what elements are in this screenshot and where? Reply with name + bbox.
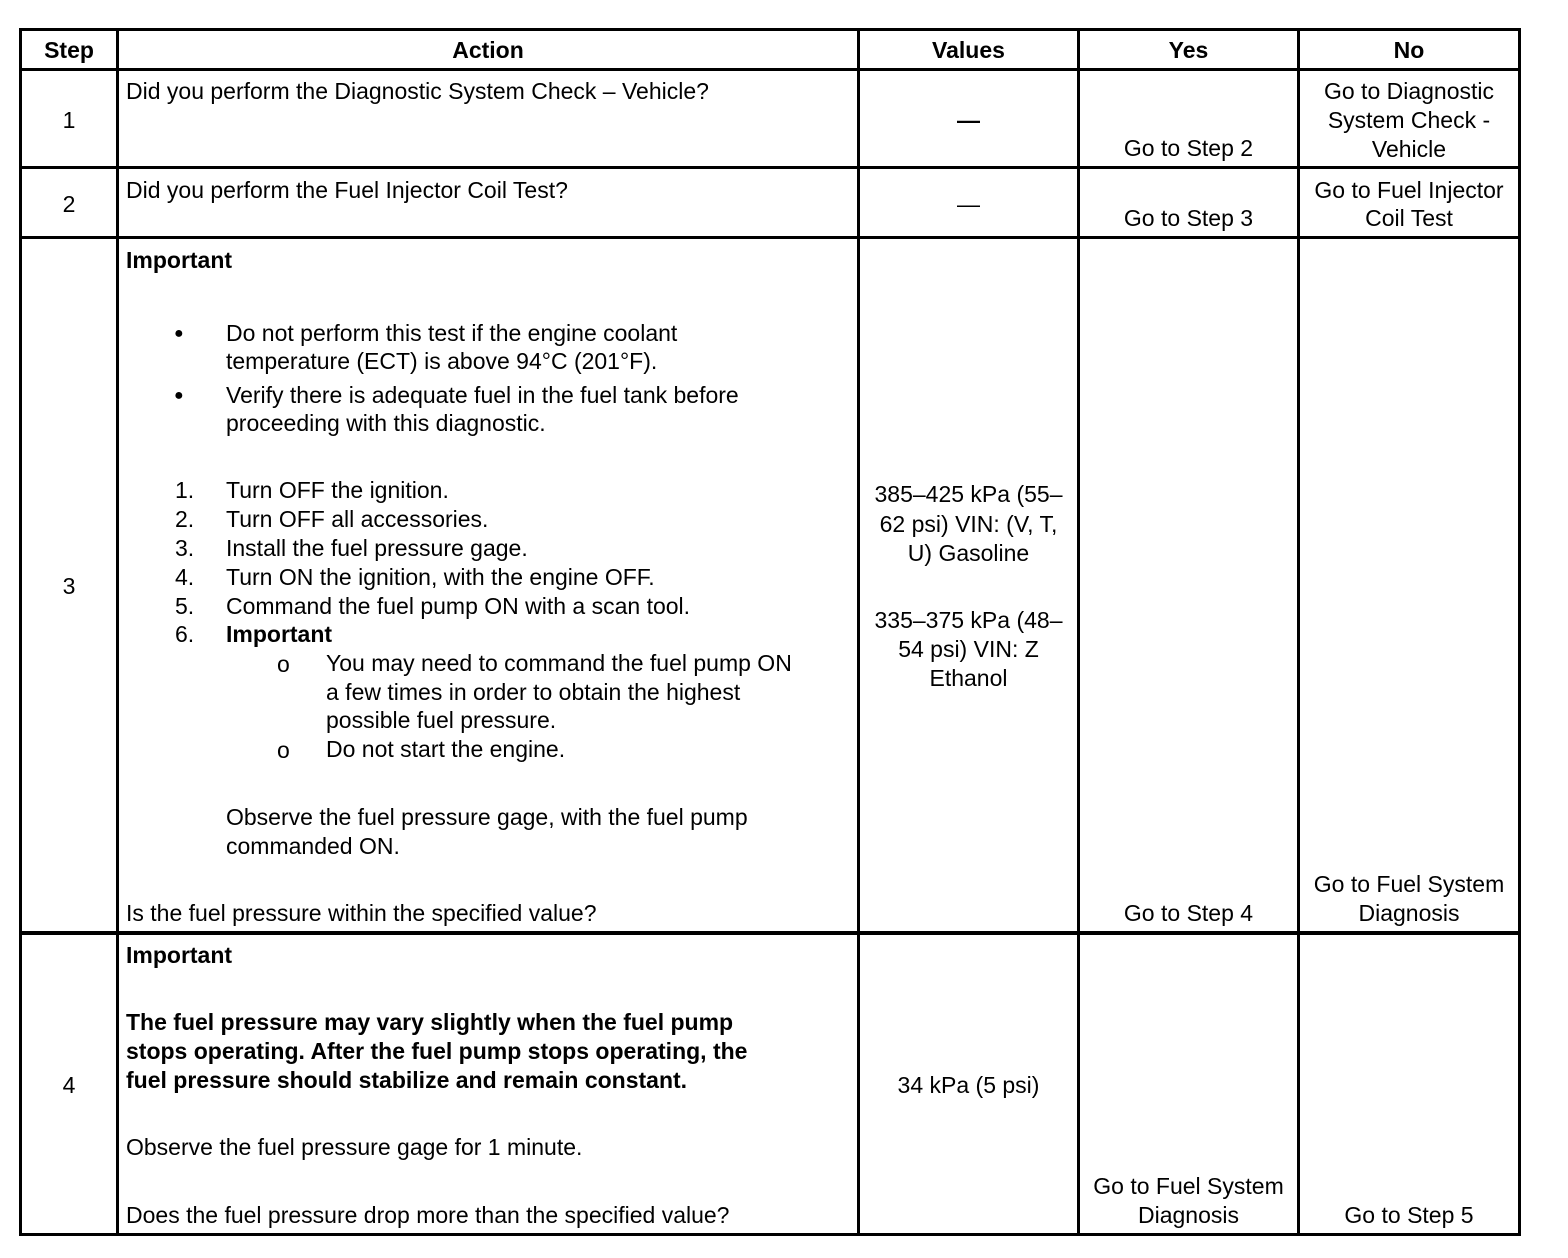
yes-link[interactable]: Go to Step 2 (1123, 135, 1254, 161)
yes-link[interactable]: Go to Step 4 (1123, 900, 1254, 926)
bullet-glyph: ● (174, 387, 184, 404)
list-number: 2. (175, 506, 195, 532)
header-values: Values (932, 37, 1005, 63)
action-question: Is the fuel pressure within the specified value? (126, 900, 597, 926)
value-ethanol-line: 54 psi) VIN: Z (898, 636, 1039, 662)
rule-top (19, 28, 1521, 31)
value-ethanol-line: Ethanol (929, 665, 1008, 691)
rule-row1-bottom (19, 166, 1521, 169)
yes-link[interactable]: Go to Step 3 (1123, 205, 1254, 231)
important-heading: Important (126, 247, 233, 273)
list-item: Turn OFF the ignition. (226, 477, 449, 503)
sub-bullet-text: You may need to command the fuel pump ON (326, 650, 792, 676)
rule-right (1518, 28, 1521, 1236)
bullet-text: proceeding with this diagnostic. (226, 410, 546, 436)
bullet-text: Verify there is adequate fuel in the fuel tank before (226, 382, 739, 408)
header-action: Action (452, 37, 524, 63)
important-body: The fuel pressure may vary slightly when the fuel pump (126, 1009, 734, 1035)
header-yes: Yes (1168, 37, 1209, 63)
no-link-line[interactable]: Vehicle (1371, 136, 1447, 162)
value-gasoline-line: 385–425 kPa (55– (874, 481, 1063, 507)
important-body: stops operating. After the fuel pump stops operating, the (126, 1038, 748, 1064)
no-link-line[interactable]: System Check - (1327, 107, 1491, 133)
list-number: 6. (175, 621, 195, 647)
rule-row2-bottom (19, 236, 1521, 239)
sub-bullet-glyph: o (277, 737, 290, 763)
action-question: Did you perform the Diagnostic System Check – Vehicle? (126, 78, 709, 104)
header-step: Step (44, 37, 94, 63)
value-gasoline-line: 62 psi) VIN: (V, T, (879, 511, 1058, 537)
rule-bottom (19, 1233, 1521, 1236)
sub-bullet-text: possible fuel pressure. (326, 707, 557, 733)
bullet-text: Do not perform this test if the engine coolant (226, 320, 678, 346)
list-number: 3. (175, 535, 195, 561)
step-number: 1 (62, 107, 76, 133)
no-link-line[interactable]: Go to Diagnostic (1323, 78, 1495, 104)
observe-text: commanded ON. (226, 833, 400, 859)
action-question: Did you perform the Fuel Injector Coil Test? (126, 177, 568, 203)
observe-text: Observe the fuel pressure gage, with the fuel pump (226, 804, 748, 830)
value-text: 34 kPa (5 psi) (897, 1072, 1040, 1098)
list-number: 1. (175, 477, 195, 503)
no-link-line[interactable]: Go to Fuel Injector (1314, 177, 1504, 203)
list-number: 4. (175, 564, 195, 590)
step-number: 3 (62, 573, 76, 599)
list-number: 5. (175, 593, 195, 619)
list-item: Turn OFF all accessories. (226, 506, 489, 532)
no-link-line[interactable]: Coil Test (1365, 205, 1453, 231)
bullet-glyph: ● (174, 325, 184, 342)
important-heading: Important (126, 942, 233, 968)
step-number: 2 (62, 191, 76, 217)
list-item: Command the fuel pump ON with a scan tool. (226, 593, 691, 619)
step-number: 4 (62, 1072, 76, 1098)
bullet-text: temperature (ECT) is above 94°C (201°F). (226, 348, 658, 374)
rule-step-action (116, 28, 119, 1236)
no-link[interactable]: Go to Step 5 (1344, 1202, 1474, 1228)
value-gasoline-line: U) Gasoline (907, 540, 1030, 566)
value-text: — (957, 107, 980, 133)
value-ethanol-line: 335–375 kPa (48– (874, 607, 1063, 633)
list-item: Turn ON the ignition, with the engine OFF. (226, 564, 655, 590)
yes-link-line[interactable]: Diagnosis (1138, 1202, 1239, 1228)
sub-bullet-text: a few times in order to obtain the highest (326, 679, 741, 705)
important-body: fuel pressure should stabilize and remain constant. (126, 1067, 688, 1093)
observe-text: Observe the fuel pressure gage for 1 minute. (126, 1134, 583, 1160)
rule-header-bottom (19, 68, 1521, 71)
rule-row3-bottom (19, 931, 1521, 935)
action-question: Does the fuel pressure drop more than the specified value? (126, 1202, 730, 1228)
no-link-line[interactable]: Diagnosis (1358, 900, 1460, 926)
yes-link-line[interactable]: Go to Fuel System (1093, 1173, 1284, 1199)
header-no: No (1393, 37, 1425, 63)
list-item: Install the fuel pressure gage. (226, 535, 528, 561)
no-link-line[interactable]: Go to Fuel System (1313, 871, 1505, 897)
sub-bullet-glyph: o (277, 651, 290, 677)
sub-bullet-text: Do not start the engine. (326, 736, 566, 762)
list-item: Important (226, 621, 333, 647)
value-text: — (957, 191, 980, 217)
